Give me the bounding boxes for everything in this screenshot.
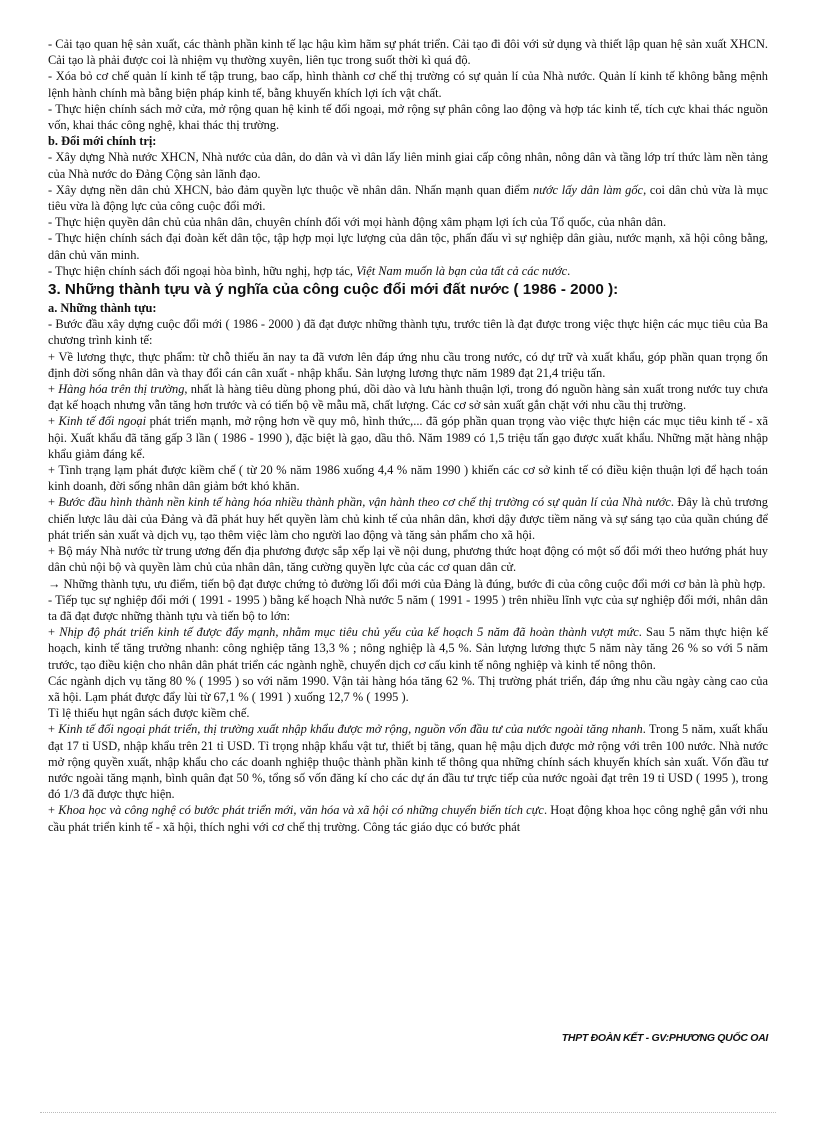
text-run: 3. Những thành tựu và ý nghĩa của công cuộc đổi mới đất nước ( 1986 - 2000 ):	[48, 281, 619, 299]
paragraph	[48, 592, 768, 624]
text-run: Tỉ lệ thiếu hụt ngân sách được kiềm chế.	[48, 706, 250, 721]
text-run: +	[48, 382, 59, 397]
text-run: , coi dân chủ vừa là mục tiêu vừa là động lực của công cuộc đổi mới.	[48, 182, 768, 214]
text-run: a. Những thành tựu:	[48, 301, 157, 316]
paragraph	[48, 543, 768, 575]
paragraph	[48, 624, 768, 673]
paragraph	[48, 36, 768, 68]
text-run: +	[48, 722, 59, 737]
section-title	[48, 279, 768, 300]
text-run: . Trong 5 năm, xuất khẩu đạt 17 tỉ USD, nhập khẩu trên 21 tỉ USD. Tỉ trọng nhập khẩu vật tư, thiết bị tăng, quan hệ mậu dịch được mở rộng với trên 100 nước. Nhà nước mở rộng quyền xuất, nhập khẩu cho các doanh nghiệp thuộc thành phần kinh tế thông qua những chính sách khuyến khích sản xuất. Vốn đầu tư nước ngoài tăng mạnh, bình quân đạt 50 %, tổng số vốn đăng kí cho các dự án đầu tư trực tiếp của nước ngoài đạt trên 19 tỉ USD ( 1995 ), trong đó 1/3 đã được thực hiện.	[48, 722, 768, 802]
paragraph	[48, 802, 768, 834]
text-run: - Thực hiện chính sách mở cửa, mở rộng quan hệ kinh tế đối ngoại, mở rộng sự phân công lao động và hợp tác kinh tế, tích cực khai thác nguồn vốn, khai thác công nghệ, khai thác thị trường.	[48, 101, 768, 133]
text-run: - Tiếp tục sự nghiệp đổi mới ( 1991 - 1995 ) bằng kế hoạch Nhà nước 5 năm ( 1991 - 1995 ) trên nhiều lĩnh vực của sự nghiệp đổi mới, nhân dân ta đã đạt được những thành tựu và tiến bộ to lớn:	[48, 592, 768, 623]
paragraph	[48, 462, 768, 494]
text-run: + Tình trạng lạm phát được kiềm chế ( từ 20 % năm 1986 xuống 4,4 % năm 1990 ) khiến các cơ sở kinh tế có điều kiện thuận lợi để hạch toán kinh doanh, đời sống nhân dân giảm bớt khó khăn.	[48, 463, 768, 494]
text-run: + Bộ máy Nhà nước từ trung ương đến địa phương được sắp xếp lại về nội dung, phương thức hoạt động có một số đổi mới theo hướng phát huy dân chủ nội bộ và quyền làm chủ của nhân dân, tăng cường quyền lực của các cơ quan dân cử.	[48, 544, 768, 575]
emphasis-text: Khoa học và công nghệ có bước phát triển mới, văn hóa và xã hội có những chuyển biến tích cực	[58, 803, 544, 818]
emphasis-text: Nhịp độ phát triển kinh tế được đẩy mạnh, nhằm mục tiêu chủ yếu của kế hoạch 5 năm đã hoàn thành vượt mức	[59, 625, 639, 640]
paragraph	[48, 413, 768, 462]
paragraph	[48, 316, 768, 348]
emphasis-text: Bước đầu hình thành nền kinh tế hàng hóa nhiều thành phần, vận hành theo cơ chế thị trường có sự quản lí của Nhà nước	[58, 495, 671, 510]
text-run: + Về lương thực, thực phẩm: từ chỗ thiếu ăn nay ta đã vươn lên đáp ứng nhu cầu trong nước, có dự trữ và xuất khẩu, góp phần quan trọng ổn định đời sống nhân dân và thay đổi cán cân xuất - nhập khẩu. Sản lượng lương thực năm 1989 đạt 21,4 triệu tấn.	[48, 349, 768, 380]
text-run: - Thực hiện quyền dân chủ của nhân dân, chuyên chính đối với mọi hành động xâm phạm lợi ích của Tổ quốc, của nhân dân.	[48, 215, 667, 230]
paragraph	[48, 230, 768, 262]
text-run: - Xây dựng Nhà nước XHCN, Nhà nước của dân, do dân và vì dân lấy liên minh giai cấp công nhân, nông dân và tầng lớp trí thức làm nền tảng của Nhà nước do Đảng Cộng sản lãnh đạo.	[48, 150, 768, 181]
paragraph	[48, 576, 768, 592]
text-run: +	[48, 625, 60, 640]
paragraph	[48, 101, 768, 133]
text-run: .	[567, 263, 571, 278]
emphasis-text: Việt Nam muốn là bạn của tất cả các nước	[356, 263, 568, 278]
emphasis-text: Kinh tế đối ngoại	[58, 414, 147, 429]
subheading	[48, 300, 768, 316]
text-run: → Những thành tựu, ưu điểm, tiến bộ đạt được chứng tỏ đường lối đổi mới của Đảng là đúng, bước đi của công cuộc đổi mới cơ bản là phù hợp.	[48, 576, 766, 591]
emphasis-text: Kinh tế đối ngoại phát triển, thị trường xuất nhập khẩu được mở rộng, nguồn vốn đầu tư của nước ngoài tăng nhanh	[58, 722, 643, 737]
text-run: - Thực hiện chính sách đối ngoại hòa bình, hữu nghị, hợp tác,	[48, 263, 357, 278]
paragraph	[48, 349, 768, 381]
text-run: - Xóa bỏ cơ chế quản lí kinh tế tập trung, bao cấp, hình thành cơ chế thị trường có sự quản lí của Nhà nước. Quản lí kinh tế không bằng mệnh lệnh hành chính mà bằng biện pháp kinh tế, bằng khuyến khích lợi ích vật chất.	[48, 69, 768, 100]
footer-divider	[40, 1112, 776, 1113]
paragraph	[48, 673, 768, 705]
paragraph	[48, 494, 768, 543]
paragraph	[48, 263, 768, 279]
text-run: - Xây dựng nền dân chủ XHCN, bảo đảm quyền lực thuộc về nhân dân. Nhấn mạnh quan điểm	[48, 182, 533, 197]
paragraph	[48, 381, 768, 413]
paragraph	[48, 721, 768, 802]
paragraph	[48, 705, 768, 721]
document-body	[48, 36, 768, 835]
text-run: . Sau 5 năm thực hiện kế hoạch, kinh tế tăng trưởng nhanh: công nghiệp tăng 13,3 % ; nông nghiệp là 4,5 %. Sản lượng lương thực 5 năm này tăng 26 % so với 5 năm trước, tạo điều kiện cho nhân dân phát triển các ngành nghề, chuyển dịch cơ cấu kinh tế nông nghiệp và kinh tế nông thôn.	[48, 625, 768, 672]
text-run: . Đây là chủ trương chiến lược lâu dài của Đảng và đã phát huy hết quyền làm chủ kinh tế của nhân dân, khơi dậy được tiềm năng và sự sáng tạo của quần chúng để phát triển sản xuất và dịch vụ, tạo thêm việc làm cho người lao động và tăng sản phẩm cho xã hội.	[48, 495, 768, 542]
paragraph	[48, 182, 768, 214]
text-run: Các ngành dịch vụ tăng 80 % ( 1995 ) so với năm 1990. Vận tải hàng hóa tăng 62 %. Thị trường phát triển, đáp ứng nhu cầu ngày càng cao của xã hội. Lạm phát được đẩy lùi từ 67,1 % ( 1991 ) xuống 12,7 % ( 1995 ).	[48, 673, 768, 704]
text-run: , nhất là hàng tiêu dùng phong phú, dồi dào và lưu hành thuận lợi, trong đó nguồn hàng sản xuất trong nước tuy chưa đạt kế hoạch nhưng vẫn tăng hơn trước và có tiến bộ về mẫu mã, chất lượng. Các cơ sở sản xuất gắn chặt với nhu cầu thị trường.	[48, 382, 768, 413]
text-run: +	[48, 803, 59, 818]
emphasis-text: nước lấy dân làm gốc	[532, 182, 644, 197]
text-run: - Cải tạo quan hệ sản xuất, các thành phần kinh tế lạc hậu kìm hãm sự phát triển. Cải tạo đi đôi với sử dụng và thiết lập quan hệ sản xuất XHCN. Cải tạo là phải được coi là nhiệm vụ thường xuyên, liên tục trong suốt thời kì quá độ.	[48, 37, 768, 68]
text-run: b. Đổi mới chính trị:	[48, 134, 157, 149]
text-run: phát triển mạnh, mở rộng hơn về quy mô, hình thức,... đã góp phần quan trọng vào việc thực hiện các mục tiêu kinh tế - xã hội. Xuất khẩu đã tăng gấp 3 lần ( 1986 - 1990 ), đặc biệt là gạo, dầu thô. Năm 1989 có 1,5 triệu tấn gạo được xuất khẩu. Những mặt hàng nhập khẩu giảm đáng kể.	[48, 414, 768, 461]
text-run: +	[48, 495, 59, 510]
subheading	[48, 133, 768, 149]
text-run: +	[48, 414, 59, 429]
text-run: . Hoạt động khoa học công nghệ gắn với nhu cầu phát triển kinh tế - xã hội, thích nghi với cơ chế thị trường. Công tác giáo dục có bước phát	[48, 803, 769, 834]
text-run: - Bước đầu xây dựng cuộc đổi mới ( 1986 - 2000 ) đã đạt được những thành tựu, trước tiên là đạt được trong việc thực hiện các mục tiêu của Ba chương trình kinh tế:	[48, 317, 768, 348]
paragraph	[48, 68, 768, 100]
paragraph	[48, 214, 768, 230]
emphasis-text: Hàng hóa trên thị trường	[58, 382, 185, 397]
page-footer: THPT ĐOÀN KẾT - GV:PHƯƠNG QUỐC OAI	[561, 1032, 768, 1044]
paragraph	[48, 149, 768, 181]
text-run: - Thực hiện chính sách đại đoàn kết dân tộc, tập hợp mọi lực lượng của dân tộc, phấn đấu vì sự nghiệp dân giàu, nước mạnh, xã hội công bằng, dân chủ văn minh.	[48, 231, 768, 262]
